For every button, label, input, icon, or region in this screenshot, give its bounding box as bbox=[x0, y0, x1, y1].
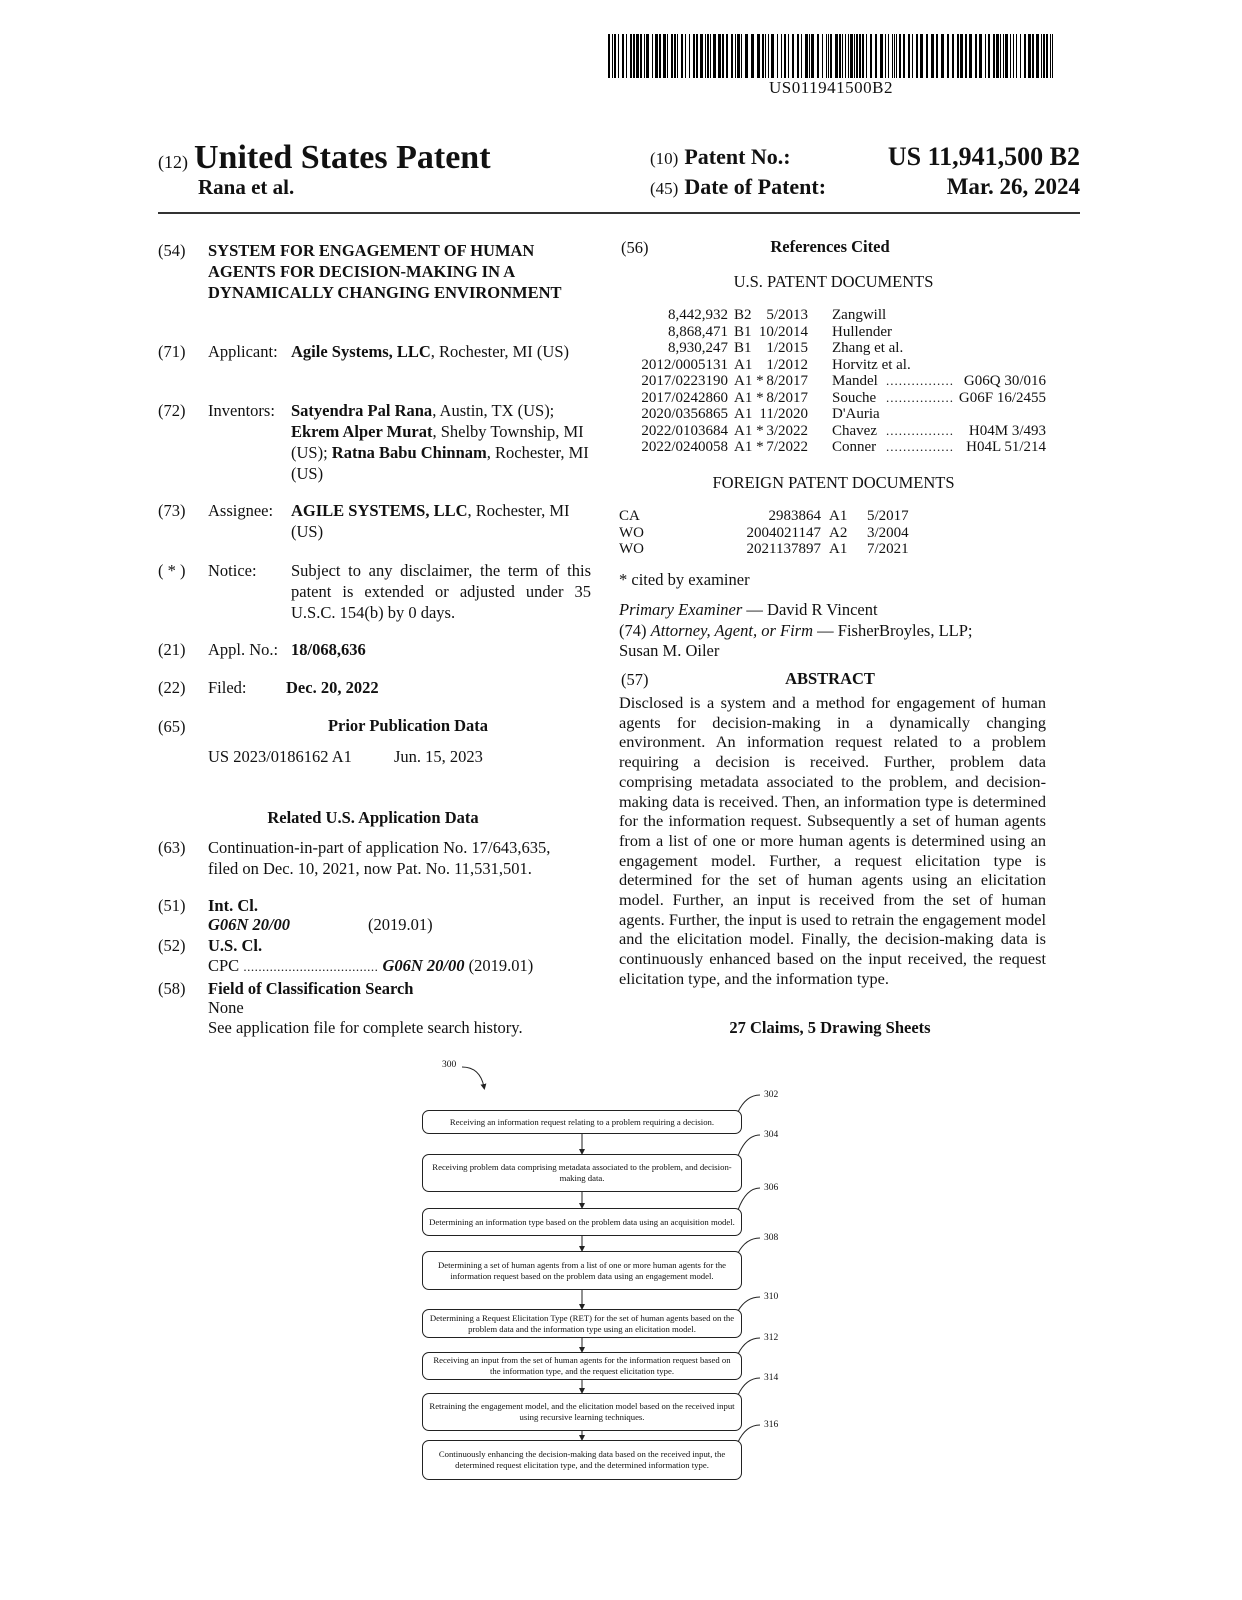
leader-dots: ................ bbox=[886, 389, 954, 405]
barcode-bar bbox=[1010, 34, 1011, 78]
barcode-bar bbox=[866, 34, 867, 78]
primary-examiner: Primary Examiner — David R Vincent bbox=[619, 600, 878, 619]
foreign-date: 3/2004 bbox=[867, 524, 909, 541]
foreign-date: 7/2021 bbox=[867, 541, 909, 557]
flowchart-leader-line bbox=[738, 1425, 760, 1442]
reference-date: 7/2022 bbox=[766, 439, 808, 455]
foreign-kind: A1 bbox=[829, 541, 848, 557]
reference-date: 8/2017 bbox=[766, 389, 808, 406]
barcode-bar bbox=[856, 34, 858, 78]
header-divider bbox=[158, 212, 1080, 214]
barcode-bar bbox=[835, 34, 838, 78]
barcode-bar bbox=[718, 34, 721, 78]
barcode-bar bbox=[762, 34, 764, 78]
barcode-bar bbox=[745, 34, 748, 78]
foreign-country: CA bbox=[619, 508, 640, 524]
barcode-bar bbox=[985, 34, 986, 78]
barcode-bar bbox=[626, 34, 627, 78]
prior-publication-heading: Prior Publication Data bbox=[327, 716, 489, 735]
barcode-bar bbox=[784, 34, 786, 78]
barcode-bar bbox=[797, 34, 799, 78]
barcode-bar bbox=[908, 34, 910, 78]
barcode-bar bbox=[842, 34, 843, 78]
barcode-bar bbox=[826, 34, 827, 78]
barcode-bar bbox=[931, 34, 934, 78]
reference-date: 10/2014 bbox=[758, 323, 808, 340]
barcode-bar bbox=[646, 34, 649, 78]
barcode-bar bbox=[1041, 34, 1042, 78]
barcode-bar bbox=[839, 34, 841, 78]
barcode-bar bbox=[1052, 34, 1053, 78]
foreign-references-table bbox=[619, 508, 919, 558]
flowchart-leader-line bbox=[738, 1095, 760, 1112]
reference-date: 11/2020 bbox=[759, 406, 808, 422]
flowchart-step-312: Receiving an input from the set of human agents for the information request based on the information type, and the request elicitation type. bbox=[422, 1352, 742, 1380]
barcode-bar bbox=[896, 34, 897, 78]
barcode-bar bbox=[636, 34, 639, 78]
reference-class: H04M 3/493 bbox=[968, 422, 1046, 439]
barcode-bar bbox=[765, 34, 766, 78]
patent-number-row: (10) Patent No.: US 11,941,500 B2 bbox=[650, 142, 1080, 171]
reference-name: Zhang et al. bbox=[832, 340, 904, 356]
barcode-bar bbox=[880, 34, 883, 78]
barcode-bar bbox=[737, 34, 740, 78]
reference-date: 5/2013 bbox=[766, 307, 808, 323]
flowchart-step-314: Retraining the engagement model, and the elicitation model based on the received input using recursive learning techniques. bbox=[422, 1393, 742, 1431]
references-heading: References Cited bbox=[770, 237, 890, 256]
flowchart-ref-306: 306 bbox=[764, 1183, 779, 1193]
us-reference-row bbox=[624, 340, 1046, 357]
barcode-number: US011941500B2 bbox=[769, 78, 893, 97]
reference-number: 8,930,247 bbox=[668, 340, 728, 356]
barcode-bar bbox=[817, 34, 819, 78]
abstract-heading: ABSTRACT bbox=[785, 669, 875, 688]
barcode-bar bbox=[1024, 34, 1026, 78]
barcode-bar bbox=[1050, 34, 1051, 78]
barcode-bar bbox=[644, 34, 645, 78]
cpc-row: CPC .................................... G06N 20/00 (2019.01) bbox=[208, 956, 534, 975]
foreign-country: WO bbox=[619, 524, 644, 541]
barcode-bar bbox=[916, 34, 918, 78]
barcode-bar bbox=[870, 34, 872, 78]
barcode-bar bbox=[693, 34, 695, 78]
abstract-text: Disclosed is a system and a method for engagement of human agents for decision-making in a dynamically changing environment. An information request related to a problem requiring a decision is received. Further, problem data comprising metadata associated to the problem, and decision-making data is received. Then, an information type is determined for the information request. Subsequently a set of human agents from a list of one or more human agents is determined using an engagement model. Further, a request elicitation type is determined for the set of human agents using an elicitation model. Further, an input is received from the set of human agents. Further, the input is used to retrain the engagement model and the elicitation model. Finally, the decision-making data is continuously enhanced based on the input received, the request elicitation type, and the information type. bbox=[619, 693, 1046, 988]
barcode-bar bbox=[899, 34, 901, 78]
search-none: None bbox=[208, 998, 244, 1017]
barcode-bar bbox=[850, 34, 853, 78]
reference-kind: B1 bbox=[734, 340, 752, 356]
flowchart-step-306: Determining an information type based on the problem data using an acquisition model. bbox=[422, 1208, 742, 1236]
barcode-bar bbox=[885, 34, 886, 78]
barcode-bar bbox=[1032, 34, 1034, 78]
reference-name: Horvitz et al. bbox=[832, 356, 911, 373]
barcode-bar bbox=[618, 34, 619, 78]
reference-number: 2017/0223190 bbox=[641, 373, 728, 389]
leader-dots: ................ bbox=[886, 439, 954, 454]
barcode-bar bbox=[689, 34, 690, 78]
barcode-bar bbox=[671, 34, 673, 78]
barcode-bar bbox=[640, 34, 642, 78]
patent-date-row: (45) Date of Patent: Mar. 26, 2024 bbox=[650, 174, 1080, 199]
reference-kind: A1 * bbox=[734, 389, 764, 406]
barcode-bar bbox=[952, 34, 954, 78]
foreign-reference-row bbox=[619, 541, 919, 558]
patent-number: US 11,941,500 B2 bbox=[887, 142, 1080, 171]
reference-number: 2022/0103684 bbox=[641, 422, 728, 439]
barcode-bar bbox=[677, 34, 678, 78]
barcode-bar bbox=[792, 34, 794, 78]
barcode-bar bbox=[705, 34, 706, 78]
reference-number: 2017/0242860 bbox=[641, 389, 728, 406]
barcode-bar bbox=[941, 34, 944, 78]
barcode-bar bbox=[822, 34, 823, 78]
foreign-country: WO bbox=[619, 541, 644, 557]
barcode-bar bbox=[979, 34, 982, 78]
barcode bbox=[608, 34, 1054, 78]
barcode-bar bbox=[848, 34, 849, 78]
barcode-bar bbox=[757, 34, 760, 78]
barcode-bar bbox=[811, 34, 814, 78]
barcode-bar bbox=[936, 34, 938, 78]
us-reference-row bbox=[624, 439, 1046, 456]
barcode-bar bbox=[674, 34, 676, 78]
barcode-bar bbox=[741, 34, 742, 78]
barcode-bar bbox=[707, 34, 709, 78]
search-history-note: See application file for complete search history. bbox=[208, 1018, 523, 1037]
foreign-date: 5/2017 bbox=[867, 508, 909, 524]
prior-publication-row: US 2023/0186162 A1 Jun. 15, 2023 bbox=[208, 747, 483, 766]
leader-dots: ................ bbox=[886, 373, 954, 388]
barcode-bar bbox=[681, 34, 683, 78]
flowchart-leader-line bbox=[738, 1297, 760, 1311]
barcode-bar bbox=[726, 34, 728, 78]
reference-kind: A1 * bbox=[734, 422, 764, 439]
barcode-bar bbox=[828, 34, 829, 78]
flowchart-ref-314: 314 bbox=[764, 1373, 779, 1383]
barcode-bar bbox=[801, 34, 802, 78]
flowchart-ref-302: 302 bbox=[764, 1090, 779, 1100]
barcode-bar bbox=[652, 34, 653, 78]
foreign-kind: A1 bbox=[829, 508, 848, 524]
barcode-bar bbox=[975, 34, 977, 78]
inventors-short: Rana et al. bbox=[198, 175, 295, 199]
flowchart-step-302: Receiving an information request relating to a problem requiring a decision. bbox=[422, 1110, 742, 1134]
barcode-bar bbox=[655, 34, 658, 78]
barcode-bar bbox=[710, 34, 711, 78]
reference-name: Zangwill bbox=[832, 307, 887, 323]
barcode-bar bbox=[1036, 34, 1039, 78]
document-type: (12) United States Patent bbox=[158, 139, 491, 176]
barcode-bar bbox=[805, 34, 808, 78]
us-patent-docs-heading: U.S. PATENT DOCUMENTS bbox=[733, 272, 934, 291]
reference-class: G06Q 30/016 bbox=[963, 373, 1046, 389]
reference-number: 8,868,471 bbox=[668, 323, 728, 340]
barcode-bar bbox=[957, 34, 959, 78]
foreign-num: 2004021147 bbox=[746, 524, 821, 541]
reference-number: 8,442,932 bbox=[668, 307, 728, 323]
barcode-bar bbox=[663, 34, 666, 78]
us-reference-row bbox=[624, 373, 1046, 390]
field-56-code: (56) bbox=[621, 238, 649, 257]
barcode-bar bbox=[633, 34, 635, 78]
flowchart-leader-line bbox=[738, 1378, 760, 1395]
foreign-reference-row bbox=[619, 508, 919, 525]
us-reference-row bbox=[624, 324, 1046, 341]
reference-kind: A1 * bbox=[734, 439, 764, 455]
reference-name: Mandel bbox=[832, 373, 878, 389]
field-57-code: (57) bbox=[621, 670, 649, 689]
reference-kind: A1 * bbox=[734, 373, 764, 389]
barcode-bar bbox=[777, 34, 778, 78]
foreign-num: 2983864 bbox=[768, 508, 821, 524]
reference-number: 2020/0356865 bbox=[641, 406, 728, 422]
foreign-reference-row bbox=[619, 525, 919, 542]
foreign-patent-docs-heading: FOREIGN PATENT DOCUMENTS bbox=[712, 473, 955, 492]
related-data-heading: Related U.S. Application Data bbox=[267, 808, 479, 827]
flowchart-step-310: Determining a Request Elicitation Type (RET) for the set of human agents based on the problem data and the information type using an elicitation model. bbox=[422, 1309, 742, 1338]
barcode-bar bbox=[659, 34, 661, 78]
barcode-bar bbox=[926, 34, 928, 78]
flowchart-step-316: Continuously enhancing the decision-making data based on the received input, the determined request elicitation type, and the determined information type. bbox=[422, 1440, 742, 1480]
barcode-bar bbox=[960, 34, 963, 78]
reference-kind: A1 bbox=[734, 406, 753, 422]
barcode-bar bbox=[1020, 34, 1021, 78]
flowchart-ref-312: 312 bbox=[764, 1333, 779, 1343]
barcode-bar bbox=[888, 34, 889, 78]
reference-name: Chavez bbox=[832, 422, 877, 439]
reference-class: G06F 16/2455 bbox=[958, 389, 1046, 406]
barcode-bar bbox=[1016, 34, 1017, 78]
barcode-bar bbox=[996, 34, 999, 78]
barcode-bar bbox=[685, 34, 686, 78]
barcode-bar bbox=[993, 34, 995, 78]
flowchart-ref-316: 316 bbox=[764, 1420, 779, 1430]
reference-kind: B2 bbox=[734, 307, 752, 323]
reference-date: 1/2012 bbox=[766, 356, 808, 373]
reference-name: Hullender bbox=[832, 323, 892, 340]
barcode-bar bbox=[751, 34, 754, 78]
barcode-bar bbox=[722, 34, 724, 78]
us-reference-row bbox=[624, 406, 1046, 423]
barcode-bar bbox=[1000, 34, 1001, 78]
leader-dots: ................ bbox=[886, 422, 954, 438]
barcode-bar bbox=[892, 34, 893, 78]
reference-name: Conner bbox=[832, 439, 877, 455]
barcode-bar bbox=[614, 34, 616, 78]
barcode-bar bbox=[788, 34, 789, 78]
us-reference-row bbox=[624, 307, 1046, 324]
barcode-bar bbox=[947, 34, 949, 78]
barcode-bar bbox=[965, 34, 967, 78]
reference-kind: A1 bbox=[734, 356, 753, 373]
barcode-bar bbox=[1005, 34, 1008, 78]
barcode-bar bbox=[622, 34, 624, 78]
barcode-bar bbox=[713, 34, 716, 78]
barcode-bar bbox=[920, 34, 923, 78]
reference-date: 3/2022 bbox=[766, 422, 808, 439]
barcode-bar bbox=[768, 34, 769, 78]
us-reference-row bbox=[624, 357, 1046, 374]
barcode-bar bbox=[700, 34, 703, 78]
flowchart-step-308: Determining a set of human agents from a list of one or more human agents for the information request based on the problem data using an engagement model. bbox=[422, 1251, 742, 1290]
barcode-bar bbox=[667, 34, 668, 78]
reference-date: 1/2015 bbox=[766, 340, 808, 356]
reference-name: D'Auria bbox=[832, 406, 880, 422]
barcode-bar bbox=[731, 34, 733, 78]
barcode-bar bbox=[612, 34, 613, 78]
flowchart-start-ref: 300 bbox=[442, 1060, 457, 1070]
barcode-bar bbox=[696, 34, 698, 78]
barcode-bar bbox=[781, 34, 782, 78]
flowchart bbox=[400, 1055, 800, 1495]
attorney-line: (74) Attorney, Agent, or Firm — FisherBroyles, LLP; bbox=[619, 621, 973, 640]
barcode-bar bbox=[912, 34, 913, 78]
flowchart-leader-line bbox=[738, 1188, 760, 1210]
flowchart-leader-line bbox=[738, 1135, 760, 1156]
flowchart-leader-line bbox=[738, 1338, 760, 1354]
barcode-bar bbox=[859, 34, 861, 78]
flowchart-start-arrow bbox=[462, 1067, 484, 1087]
barcode-bar bbox=[845, 34, 846, 78]
barcode-bar bbox=[1046, 34, 1048, 78]
barcode-bar bbox=[903, 34, 905, 78]
flowchart-ref-308: 308 bbox=[764, 1233, 779, 1243]
barcode-bar bbox=[608, 34, 610, 78]
barcode-bar bbox=[1003, 34, 1004, 78]
foreign-kind: A2 bbox=[829, 524, 848, 541]
claims-summary: 27 Claims, 5 Drawing Sheets bbox=[729, 1018, 931, 1037]
us-reference-row bbox=[624, 423, 1046, 440]
reference-name: Souche bbox=[832, 389, 877, 406]
flowchart-step-304: Receiving problem data comprising metadata associated to the problem, and decision-making data. bbox=[422, 1154, 742, 1192]
cited-by-examiner: * cited by examiner bbox=[619, 570, 750, 589]
flowchart-ref-310: 310 bbox=[764, 1292, 779, 1302]
flowchart-ref-304: 304 bbox=[764, 1130, 779, 1140]
barcode-bar bbox=[830, 34, 832, 78]
barcode-bar bbox=[1028, 34, 1031, 78]
reference-class: H04L 51/214 bbox=[966, 439, 1046, 455]
int-cl-row: G06N 20/00 (2019.01) bbox=[208, 915, 433, 934]
barcode-bar bbox=[894, 34, 895, 78]
reference-number: 2012/0005131 bbox=[641, 356, 728, 373]
barcode-bar bbox=[969, 34, 972, 78]
flowchart-leader-line bbox=[738, 1238, 760, 1253]
barcode-bar bbox=[771, 34, 774, 78]
us-references-table bbox=[624, 307, 1046, 456]
barcode-bar bbox=[630, 34, 632, 78]
reference-date: 8/2017 bbox=[766, 373, 808, 389]
barcode-bar bbox=[809, 34, 810, 78]
us-reference-row bbox=[624, 390, 1046, 407]
patent-date: Mar. 26, 2024 bbox=[946, 174, 1080, 199]
barcode-bar bbox=[875, 34, 877, 78]
reference-number: 2022/0240058 bbox=[641, 439, 728, 455]
barcode-bar bbox=[862, 34, 864, 78]
reference-kind: B1 bbox=[734, 323, 752, 340]
barcode-bar bbox=[988, 34, 990, 78]
barcode-bar bbox=[735, 34, 736, 78]
barcode-bar bbox=[1043, 34, 1045, 78]
attorney-line-2: Susan M. Oiler bbox=[619, 641, 720, 660]
barcode-bar bbox=[1013, 34, 1014, 78]
barcode-bar bbox=[854, 34, 855, 78]
foreign-num: 2021137897 bbox=[746, 541, 821, 557]
